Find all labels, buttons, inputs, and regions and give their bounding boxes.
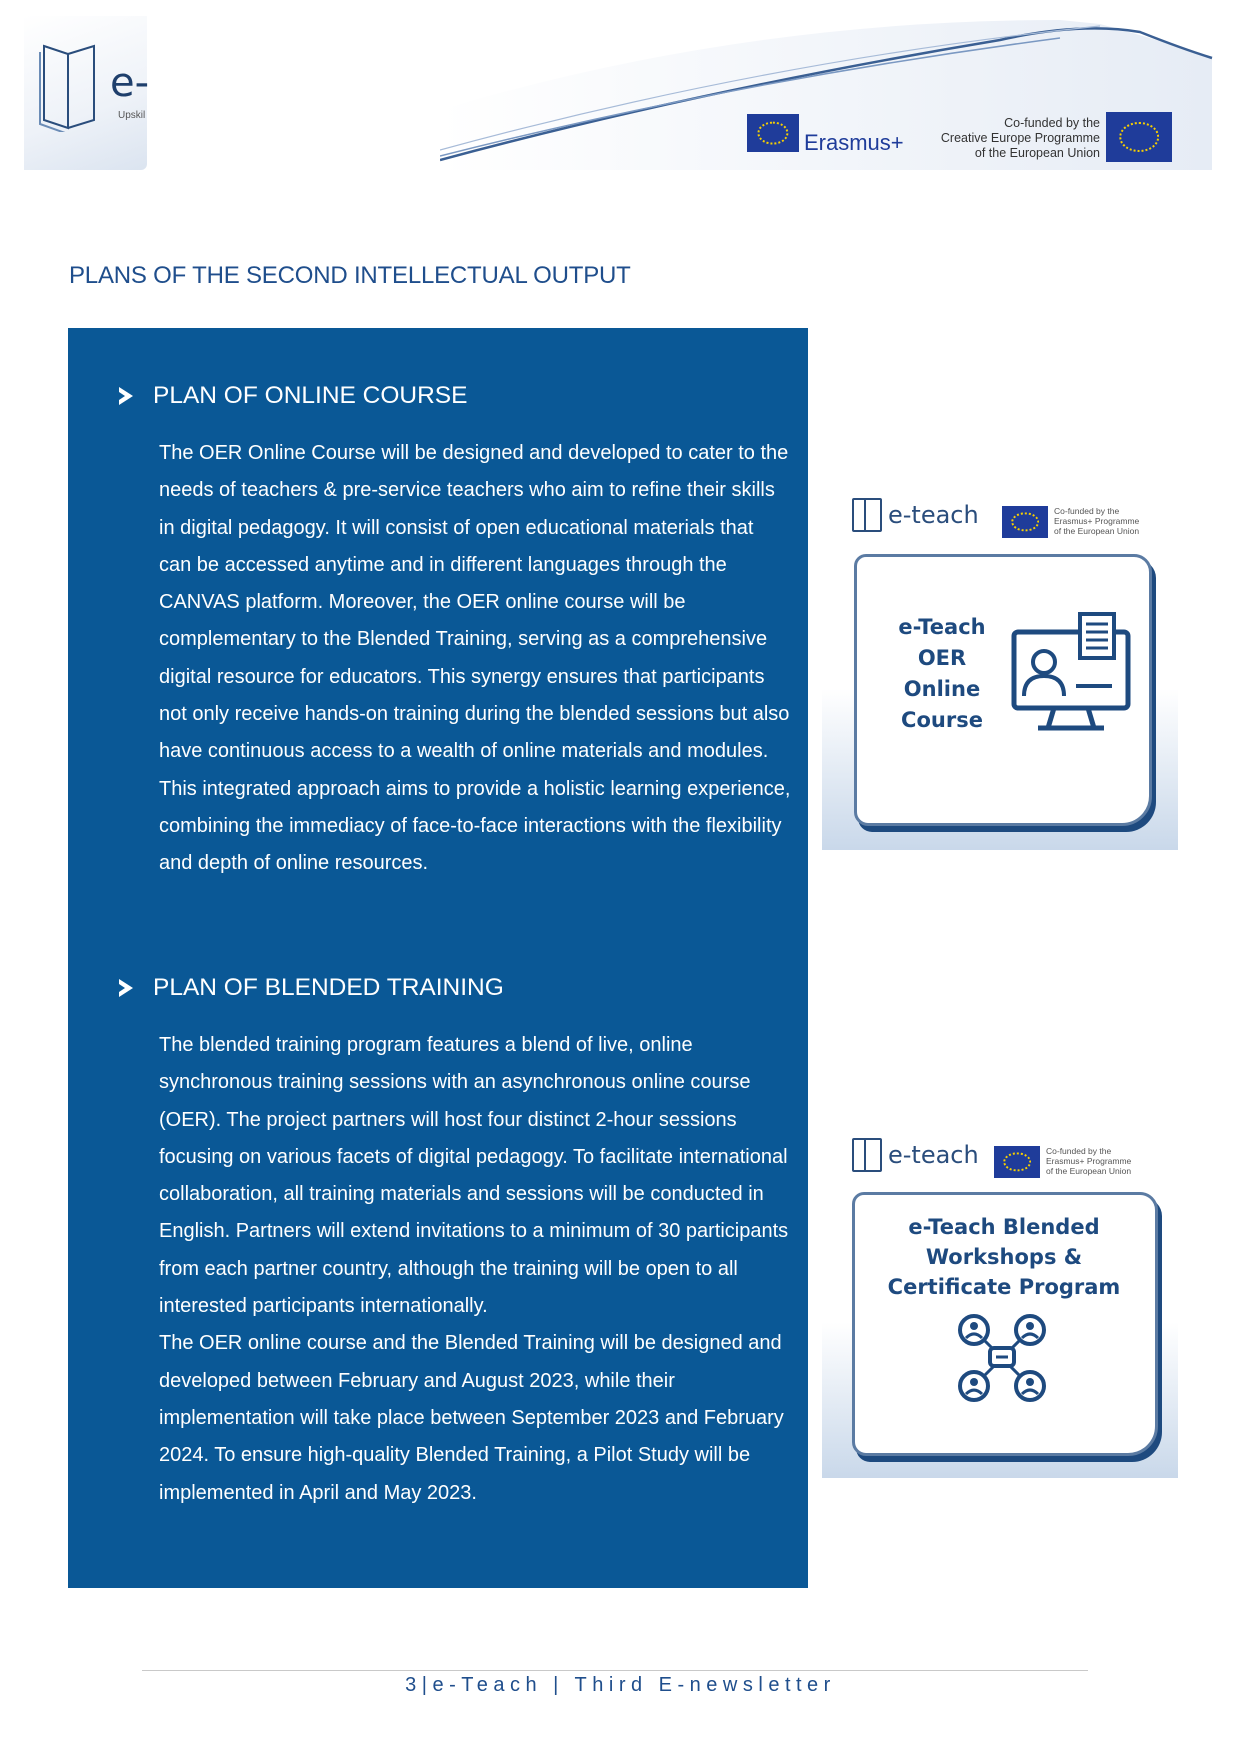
cofund-line: of the European Union	[1054, 526, 1140, 536]
page-title: PLANS OF THE SECOND INTELLECTUAL OUTPUT	[69, 262, 631, 289]
card-title-line: Course	[901, 708, 983, 732]
online-course-text	[159, 435, 791, 883]
cofund-line: Erasmus+ Programme	[1054, 516, 1140, 526]
eu-flag-icon	[1106, 112, 1172, 162]
cofunded-line: of the European Union	[974, 146, 1100, 160]
footer-rule	[142, 1670, 1088, 1671]
card-title	[884, 612, 1000, 736]
card-logo	[852, 1138, 979, 1172]
card-cofund	[1054, 506, 1139, 536]
erasmus-label: Erasmus+	[804, 130, 904, 155]
cofunded-notice	[928, 116, 1100, 161]
computer-user-icon	[1008, 610, 1138, 734]
card-logo-name: e-teach	[888, 1141, 979, 1169]
card-title	[872, 1212, 1136, 1302]
cofund-line: Erasmus+ Programme	[1046, 1156, 1132, 1166]
card-title-line: e-Teach	[898, 615, 986, 639]
paragraph: The OER Online Course will be designed and developed to cater to the needs of teachers & pre-service teachers who aim to refine their skills in digital pedagogy. It will consist of open educational materials that can be accessed anytime and in different languages through the CANVAS platform. Moreover, the OER online course will be complementary to the Blended Training, serving as a comprehensive digital resource for educators. This synergy ensures that participants not only receive hands-on training during the blended sessions but also have continuous access to a wealth of online materials and modules. This integrated approach aims to provide a holistic learning experience, combining the immediacy of face-to-face interactions with the flexibility and depth of online resources.	[159, 442, 791, 875]
card-title-line: Online	[903, 677, 981, 701]
paragraph: The OER online course and the Blended Training will be designed and developed between February and August 2023, while their implementation will take place between September 2023 and February 2024. To ensure high-quality Blended Training, a Pilot Study will be implemented in April and May 2023.	[159, 1332, 784, 1504]
eu-flag-icon	[747, 114, 799, 152]
eu-flag-icon	[1002, 506, 1048, 538]
arrow-bullet-icon	[119, 387, 133, 405]
project-logo	[24, 16, 150, 170]
section-heading-text: PLAN OF ONLINE COURSE	[153, 382, 468, 409]
cofund-line: Co-funded by the	[1054, 506, 1120, 516]
book-logo-icon	[852, 498, 882, 532]
card-logo	[852, 498, 979, 532]
cofund-line: Co-funded by the	[1046, 1146, 1112, 1156]
book-logo-icon	[852, 1138, 882, 1172]
section-heading-blended-training	[119, 974, 504, 1002]
section-heading-online-course	[119, 382, 467, 410]
cofunded-line: Creative Europe Programme	[940, 131, 1100, 145]
blended-workshops-card	[822, 1132, 1178, 1478]
card-logo-name: e-teach	[888, 501, 979, 529]
cofunded-line: Co-funded by the	[1004, 116, 1100, 130]
blended-training-text	[159, 1027, 791, 1512]
arrow-bullet-icon	[119, 979, 133, 997]
card-title-line: Certificate Program	[887, 1275, 1121, 1299]
network-people-icon	[954, 1310, 1050, 1406]
card-title-line: Workshops &	[925, 1245, 1083, 1269]
card-cofund	[1046, 1146, 1131, 1176]
cofund-line: of the European Union	[1046, 1166, 1132, 1176]
card-title-line: OER	[917, 646, 967, 670]
logo-letter: e-	[110, 60, 150, 106]
eu-flag-icon	[994, 1146, 1040, 1178]
oer-course-card	[822, 492, 1178, 850]
logo-subtitle: Upskil	[118, 110, 146, 121]
book-logo-icon	[38, 42, 108, 132]
section-heading-text: PLAN OF BLENDED TRAINING	[153, 974, 504, 1001]
card-title-line: e-Teach Blended	[908, 1215, 1100, 1239]
paragraph: The blended training program features a blend of live, online synchronous training sessions with an asynchronous online course (OER). The project partners will host four distinct 2-hour sessions focusing on various facets of digital pedagogy. To facilitate international collaboration, all training materials and sessions will be conducted in English. Partners will extend invitations to a minimum of 30 participants from each partner country, although the training will be open to all interested participants internationally.	[159, 1034, 789, 1318]
page-footer: 3|e-Teach | Third E-newsletter	[405, 1674, 836, 1696]
